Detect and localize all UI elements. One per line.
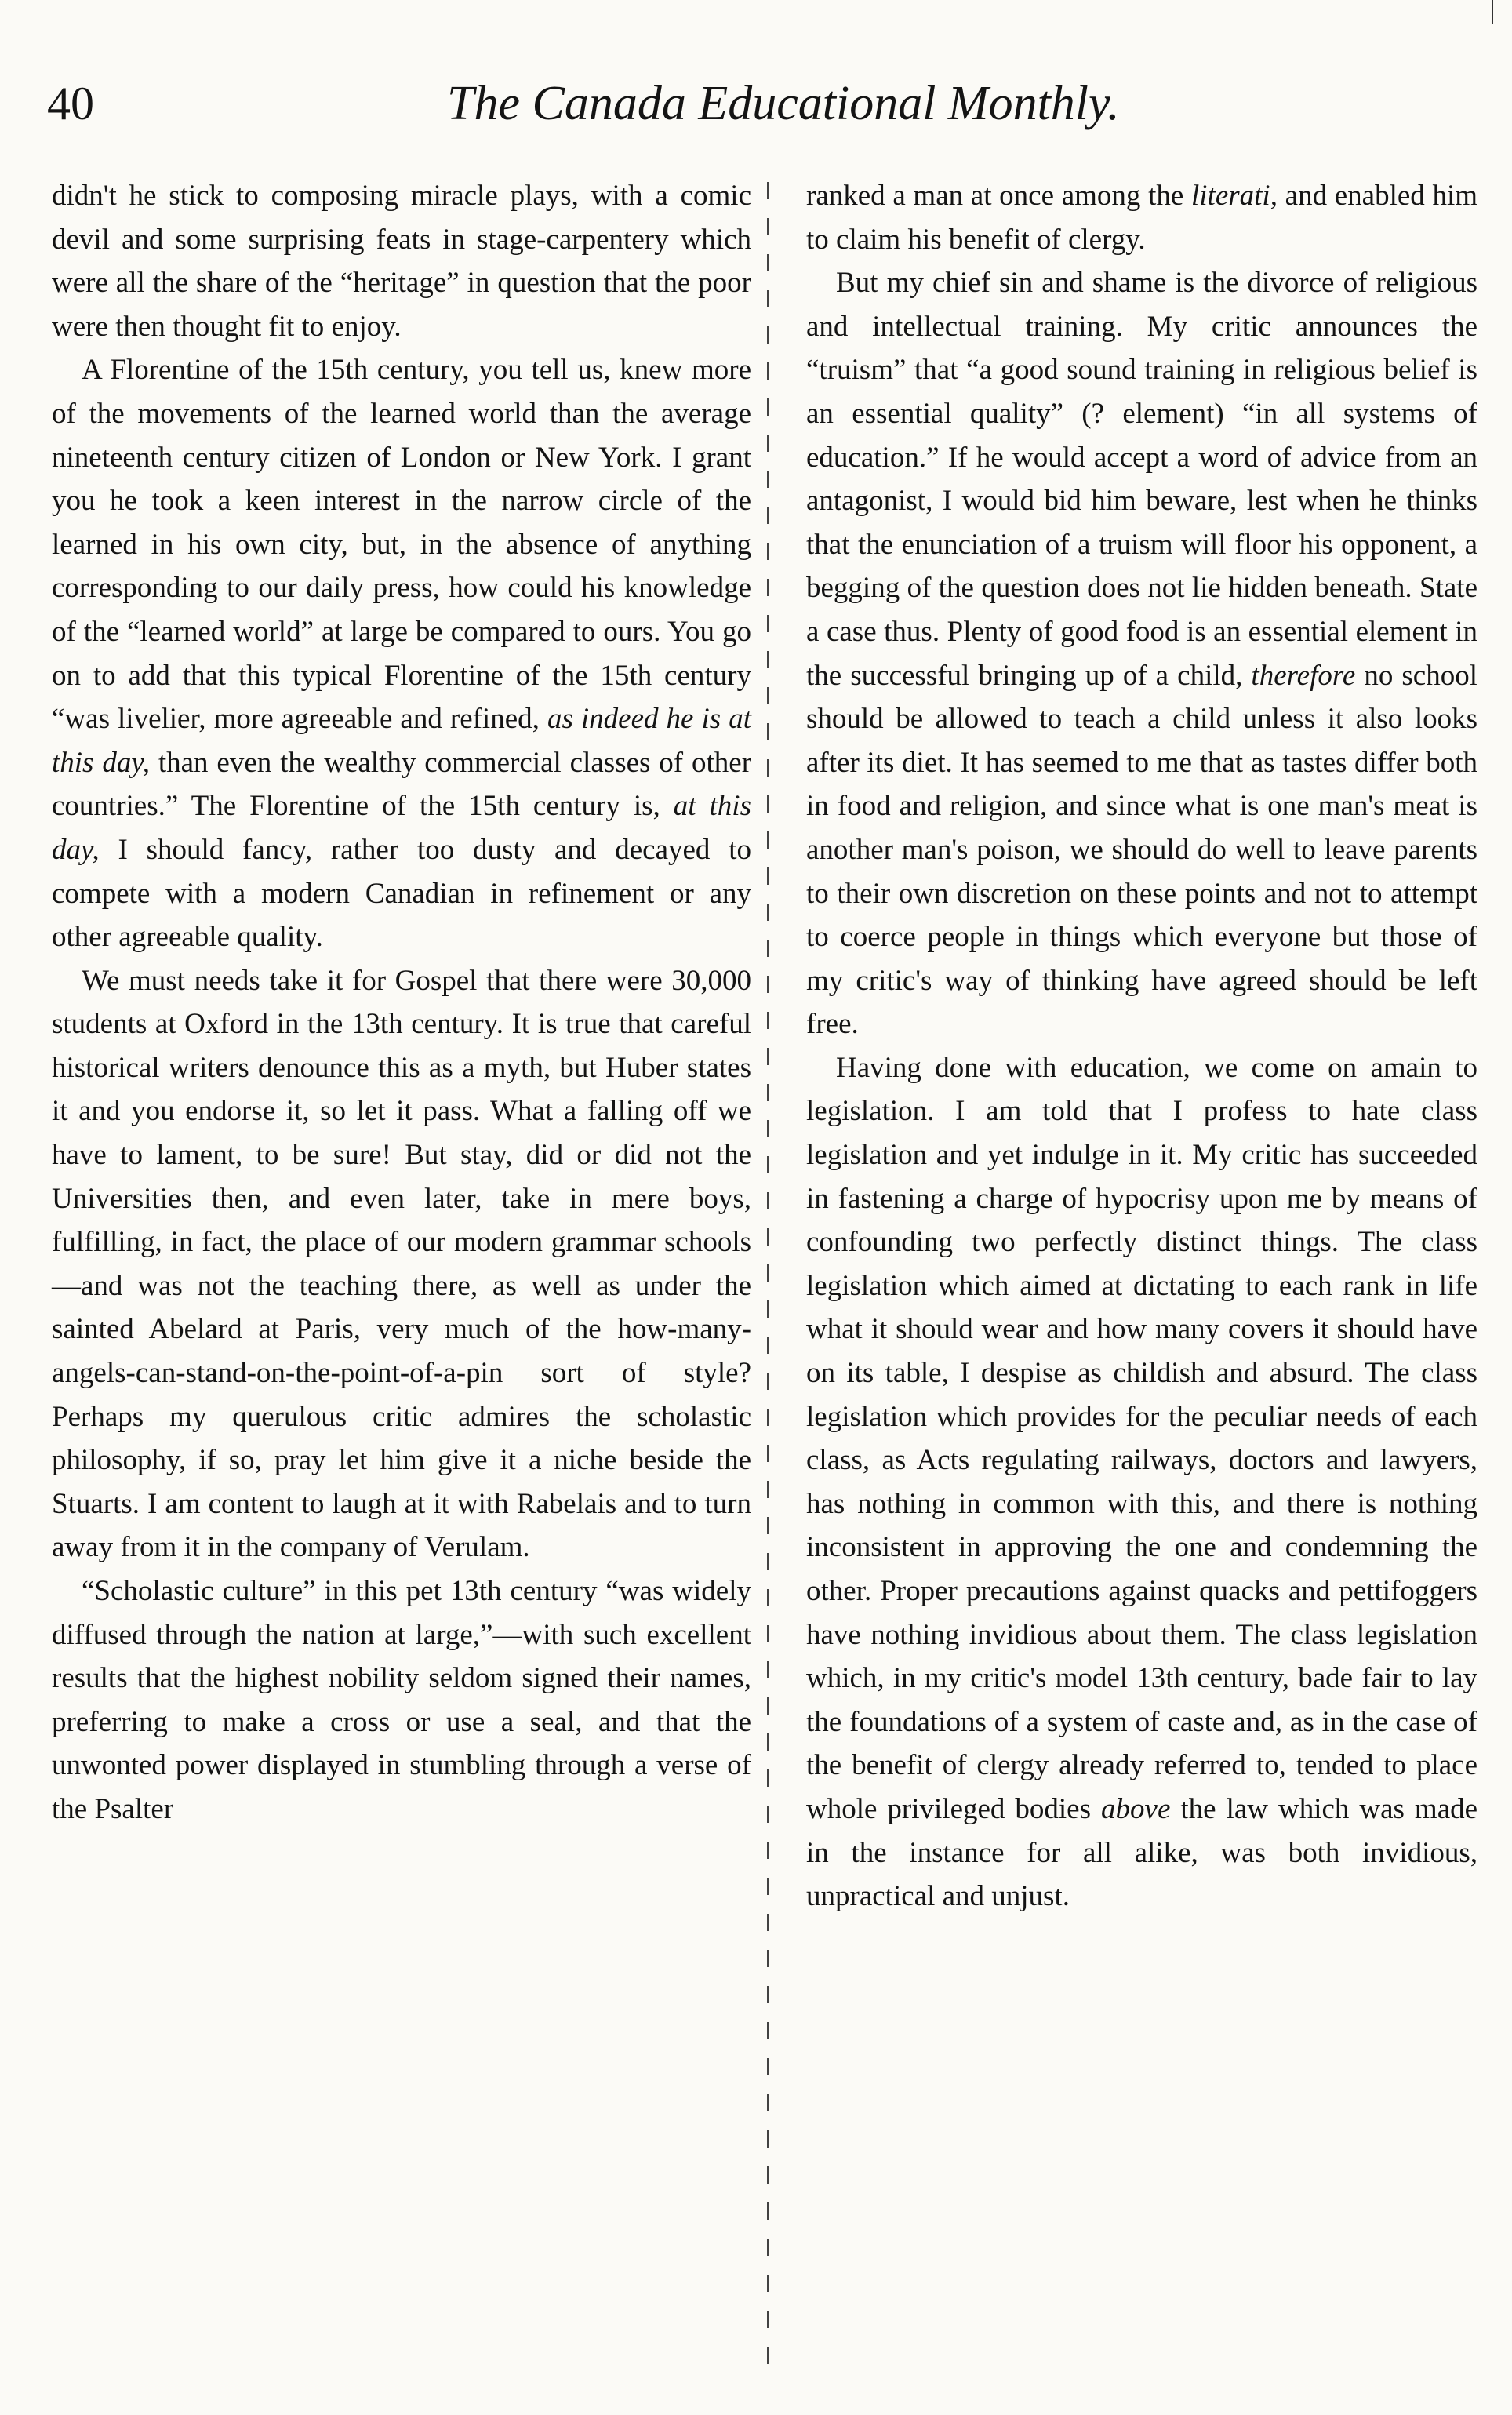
paragraph-continued: didn't he stick to composing miracle plays, with a comic devil and some surprising feats in stage-carpentery which were all the share of the “heritage” in question that the poor were then thought fit to enjoy. (52, 180, 751, 343)
page-number: 40 (47, 78, 94, 129)
italic-text: therefore (1251, 659, 1356, 692)
paragraph-oxford: We must needs take it for Gospel that there were 30,000 students at Oxford in the 13th century. It is true that careful historical writers denounce this as a myth, but Huber states it and you endorse it, so let it pass. What a falling off we have to lament, to be sure! But stay, did or did not the Universities then, and even later, take in mere boys, fulfilling, in fact, the place of our modern grammar schools—and was not the teaching there, as well as under the sainted Abelard at Paris, very much of the how-many-angels-can-stand-on-the-point-of-a-pin sort of style? Perhaps my querulous critic admires the scholastic philosophy, if so, pray let him give it a niche beside the Stuarts. I am content to laugh at it with Rabelais and to turn away from it in the company of Verulam. (52, 964, 751, 1564)
italic-text: at this day, (52, 790, 751, 866)
paragraph-florentine (52, 348, 751, 958)
italic-text: above (1101, 1792, 1171, 1825)
text-run: Having done with education, we come on amain to legislation. I am told that I profess to hate class legislation and yet indulge in it. My critic has succeeded in fastening a charge of hypocrisy upon me by means of confounding two perfectly distinct things. The class legislation which aimed at dictating to each rank in life what it should wear and how many covers it should have on its table, I despise as childish and absurd. The class legislation which provides for the peculiar needs of each class, as Acts regulating railways, doctors and lawyers, has nothing in common with this, and there is nothing inconsistent in approving the one and condemning the other. Proper precautions against quacks and pettifoggers have nothing invidious about them. The class legislation which, in my critic's model 13th century, bade fair to lay the foundations of a system of caste and, as in the case of the benefit of clergy already referred to, tended to place whole privileged bodies (806, 1051, 1477, 1825)
italic-text: as indeed he is at this day, (52, 703, 751, 779)
paragraph-education (806, 261, 1477, 1046)
column-divider (767, 182, 769, 2378)
paragraph-legislation (806, 1046, 1477, 1919)
text-run: and enabled him to claim his benefit of clergy. (806, 180, 1478, 256)
journal-title: The Canada Educational Monthly. (447, 77, 1120, 130)
italic-text: literati, (1190, 180, 1278, 212)
corner-mark (1492, 0, 1493, 24)
text-run: But my chief sin and shame is the divorce of religious and intellectual training. My critic announces the “truism” that “a good sound training in religious belief is an essential quality” (? element) “in all systems of education.” If he would accept a word of advice from an antagonist, I would bid him beware, lest when he thinks that the enunciation of a truism will floor his opponent, a begging of the question does not lie hidden beneath. State a case thus. Plenty of good food is an essential element in the successful bringing up of a child, (806, 267, 1477, 692)
text-run: no school should be allowed to teach a child unless it also looks after its diet. It has seemed to me that as tastes differ both in food and religion, and since what is one man's meat is another man's poison, we should do well to leave parents to their own discretion on these points and not to attempt to coerce people in things which everyone but those of my critic's way of thinking have agreed should be left free. (806, 659, 1478, 1041)
page-header (47, 72, 1145, 135)
text-run: the law which was made in the instance for all alike, was both invidious, unpractical and unjust. (806, 1792, 1478, 1913)
left-column (52, 174, 751, 1831)
right-column (806, 174, 1477, 1919)
paragraph-continued (806, 174, 1477, 261)
text-run: than even the wealthy commercial classes of other countries.” The Florentine of the 15th century is, (52, 746, 752, 823)
text-run: A Florentine of the 15th century, you tell us, knew more of the movements of the learned world than the average nineteenth century citizen of London or New York. I grant you he took a keen interest in the narrow circle of the learned in his own city, but, in the absence of anything corresponding to our daily press, how could his knowledge of the “learned world” at large be compared to ours. You go on to add that this typical Florentine of the 15th century “was livelier, more agreeable and refined, (52, 354, 751, 736)
paragraph-scholastic: “Scholastic culture” in this pet 13th century “was widely diffused through the nation at large,”—with such excellent results that the highest nobility seldom signed their names, preferring to make a cross or use a seal, and that the unwonted power displayed in stumbling through a verse of the Psalter (52, 1575, 751, 1825)
text-run: ranked a man at once among the (806, 180, 1184, 212)
text-run: I should fancy, rather too dusty and decayed to compete with a modern Canadian in refinement or any other agreeable quality. (52, 833, 752, 954)
